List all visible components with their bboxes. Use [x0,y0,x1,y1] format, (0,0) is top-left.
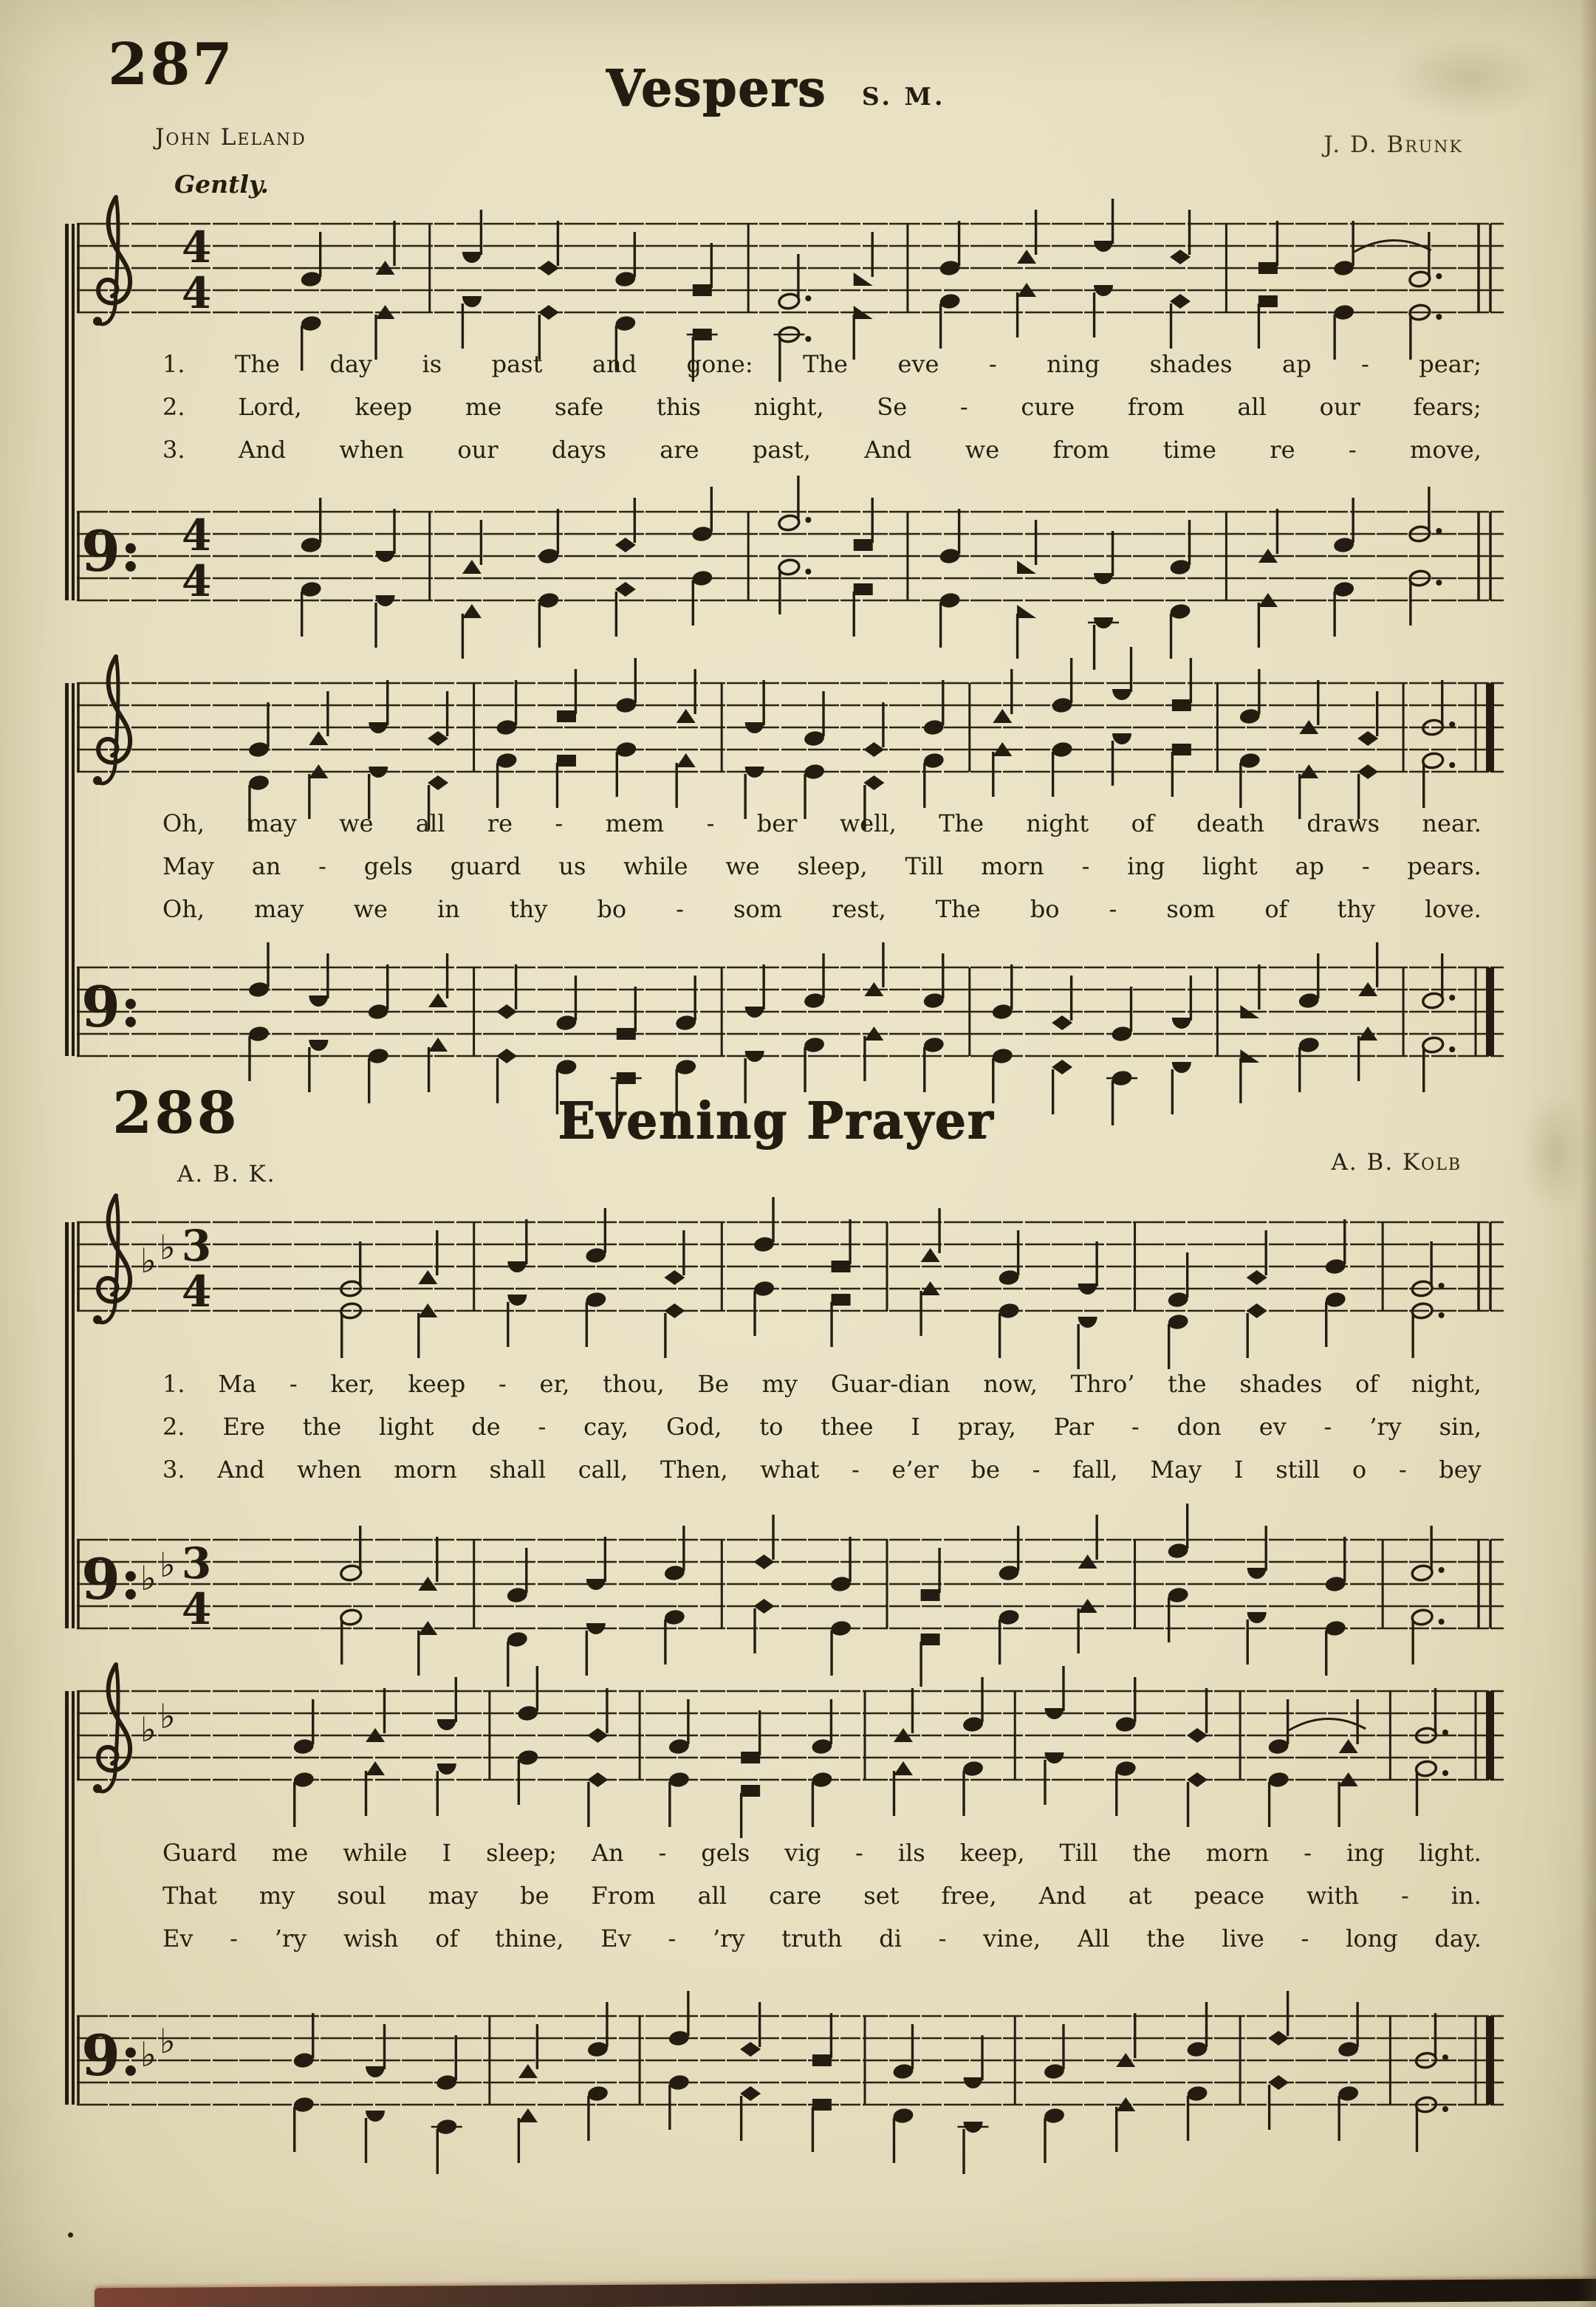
lyric-word: morn [1205,1839,1270,1867]
lyric-word: 1. [162,1370,185,1398]
lyric-word: thine, [495,1924,564,1953]
lyric-word: - [938,1924,947,1953]
lyric-line-verse1 [162,802,1482,845]
lyric-word: And [217,1456,265,1484]
lyric-word: are [660,436,699,464]
hymn-287-tempo-marking: Gently. [174,170,269,199]
lyric-word: cay, [583,1413,629,1441]
music-notes [340,1504,1444,1687]
hymn-288-composer: A. B. Kolb [1331,1149,1462,1176]
lyric-word: keep [408,1370,466,1398]
lyric-word: free, [941,1882,997,1910]
lyric-word: Then, [660,1456,728,1484]
lyric-word: - [988,350,997,378]
lyric-word: from [1052,436,1110,464]
lyric-word: - [1361,350,1369,378]
lyric-word: The [803,350,848,378]
lyric-word: And [238,436,287,464]
lyric-word: o [1352,1456,1367,1484]
lyric-word: 3. [162,436,185,464]
lyric-word: shall [489,1456,547,1484]
lyric-word: draws [1306,809,1380,837]
lyric-word: thee [821,1413,874,1441]
hymn-287-meter: S. M. [861,82,946,111]
lyric-word: time [1162,436,1216,464]
staff-lines [77,224,1504,312]
lyric-word: day. [1434,1924,1482,1953]
lyric-word: soul [337,1882,386,1910]
lyric-word: Lord, [238,393,302,421]
lyric-word: - [1301,1924,1309,1953]
lyric-word: while [623,852,688,880]
lyric-word: may [254,895,304,923]
time-signature [182,222,211,318]
lyric-word: of [1355,1370,1379,1398]
lyric-word: - [676,895,684,923]
svg-text:4: 4 [181,268,212,318]
lyric-word: The [235,350,280,378]
lyric-word: truth [781,1924,843,1953]
lyric-word: fears; [1413,393,1482,421]
bass-clef-icon: 9: [81,1546,141,1612]
lyrics-287-first-half [162,343,1482,471]
lyric-word: safe [554,393,604,421]
lyric-word: sin, [1439,1413,1482,1441]
lyric-word: May [1150,1456,1202,1484]
lyric-word: Ma [218,1370,257,1398]
lyric-word: morn [981,852,1044,880]
lyric-word: when [339,436,404,464]
lyric-word: pear; [1419,350,1482,378]
lyric-word: - [1032,1456,1041,1484]
lyrics-288-second-half [162,1831,1482,1960]
lyric-word: The [935,895,981,923]
lyric-word: All [1077,1924,1110,1953]
lyric-word: - [852,1456,860,1484]
lyric-word: an [251,852,281,880]
flat-sign: ♭ [140,1710,157,1749]
treble-staff-287-line1 [69,198,1510,346]
lyric-word: gone: [686,350,753,378]
bass-staff-288-line1 [69,1506,1510,1654]
lyric-word: - [1401,1882,1409,1910]
lyric-word: thou, [603,1370,665,1398]
lyric-word: 3. [162,1456,185,1484]
lyric-word: - [538,1413,547,1441]
lyric-word: sleep; [486,1839,557,1867]
lyric-word: is [422,350,442,378]
treble-staff-288-line1 [69,1196,1510,1344]
lyric-word: at [1128,1882,1152,1910]
lyric-line-verse3 [162,1448,1482,1491]
lyric-word: re [1270,436,1295,464]
bass-clef-icon: 9: [81,518,141,584]
lyric-word: set [863,1882,900,1910]
lyric-word: 2. [162,393,185,421]
lyric-word: my [258,1882,295,1910]
lyric-word: long [1346,1924,1398,1953]
lyric-word: - [1304,1839,1312,1867]
lyric-word: now, [983,1370,1038,1398]
lyric-word: live [1222,1924,1264,1953]
flat-sign: ♭ [160,1227,176,1267]
bass-staff-287-line2 [69,934,1510,1082]
time-signature [182,1221,211,1317]
hymn-287-author: John Leland [155,124,306,151]
lyric-word: near. [1422,809,1482,837]
lyric-word: of [1131,809,1154,837]
flat-sign: ♭ [140,2035,157,2074]
flat-sign: ♭ [140,1558,157,1598]
lyric-word: pears. [1407,852,1482,880]
svg-text:4: 4 [181,510,212,561]
bass-clef-icon: 9: [81,974,141,1040]
lyric-word: this [656,393,701,421]
staff-lines [77,1222,1504,1311]
music-system-288-line2 [65,1665,1511,2160]
lyric-word: we [339,809,374,837]
lyric-word: - [1398,1456,1407,1484]
hymn-287-title-row [0,59,1552,117]
lyric-word: ’ry [274,1924,307,1953]
lyric-word: Oh, [162,895,205,923]
lyric-word: I [1233,1456,1244,1484]
lyric-word: I [911,1413,921,1441]
lyric-word: may [247,809,297,837]
lyric-word: ’ry [1369,1413,1402,1441]
lyric-word: som [733,895,783,923]
lyric-word: the [302,1413,342,1441]
music-system-287-line2 [65,657,1511,1115]
lyric-word: mem [605,809,665,837]
bass-staff-288-line2 [69,1983,1510,2131]
hymn-288-number: 288 [112,1080,239,1147]
lyric-word: Till [905,852,944,880]
lyric-word: when [297,1456,362,1484]
lyric-word: And [1038,1882,1086,1910]
lyric-word: the [1132,1839,1171,1867]
lyric-word: shades [1239,1370,1323,1398]
staff-lines [77,967,1504,1056]
lyric-word: we [353,895,388,923]
lyric-word: day [329,350,372,378]
lyric-word: thy [509,895,548,923]
lyric-word: gels [363,852,413,880]
lyric-word: - [318,852,326,880]
treble-clef-icon [93,1196,130,1324]
svg-text:4: 4 [181,556,212,606]
flat-sign: ♭ [160,2021,176,2061]
svg-text:3: 3 [181,1221,212,1271]
lyric-word: death [1196,809,1264,837]
staff-lines [77,1691,1504,1780]
lyric-word: be [970,1456,1000,1484]
lyric-word: ning [1047,350,1100,378]
lyric-word: - [230,1924,238,1953]
lyric-word: er, [539,1370,570,1398]
lyric-word: re [487,809,513,837]
lyric-word: - [959,393,968,421]
lyric-word: - [1361,852,1370,880]
lyric-word: ap [1295,852,1325,880]
lyric-word: And [864,436,912,464]
treble-clef-icon [93,1665,130,1793]
lyric-word: Par [1053,1413,1095,1441]
lyric-word: care [769,1882,822,1910]
staff-lines [77,1540,1504,1628]
lyric-word: - [658,1839,667,1867]
lyric-word: - [668,1924,677,1953]
lyric-word: Guard [162,1839,238,1867]
lyrics-288-first-half [162,1362,1482,1491]
lyric-word: me [465,393,502,421]
lyric-word: Guar-dian [830,1370,951,1398]
lyric-word: move, [1410,436,1482,464]
lyric-word: The [939,809,984,837]
lyric-word: God, [665,1413,722,1441]
lyric-word: the [1146,1924,1185,1953]
bass-clef-icon: 9: [81,2023,141,2088]
staff-lines [77,2016,1504,2105]
lyric-word: Ev [162,1924,193,1953]
staff-lines [77,683,1504,772]
lyric-word: bey [1439,1456,1482,1484]
lyric-word: light. [1419,1839,1482,1867]
lyric-word: Ere [222,1413,265,1441]
lyric-word: ker, [330,1370,375,1398]
lyric-word: - [289,1370,298,1398]
lyric-word: vine, [983,1924,1041,1953]
lyric-word: of [1264,895,1288,923]
flat-sign: ♭ [140,1241,157,1281]
lyric-word: cure [1021,393,1075,421]
lyric-word: all [697,1882,727,1910]
lyric-word: guard [450,852,521,880]
lyric-word: Be [697,1370,729,1398]
lyric-word: love. [1425,895,1482,923]
lyric-word: what [760,1456,820,1484]
lyric-word: all [415,809,445,837]
lyric-word: Ev [600,1924,631,1953]
lyric-word: sleep, [797,852,868,880]
lyric-word: peace [1193,1882,1264,1910]
lyric-word: 1. [162,350,185,378]
lyric-word: rest, [832,895,886,923]
lyric-word: An [591,1839,624,1867]
flat-sign: ♭ [160,1696,176,1736]
lyric-word: keep [355,393,413,421]
lyric-word: 2. [162,1413,185,1441]
lyric-word: well, [839,809,897,837]
lyric-word: to [759,1413,784,1441]
staff-lines [77,512,1504,600]
lyric-word: may [428,1882,479,1910]
lyric-word: - [706,809,715,837]
lyric-word: de [471,1413,501,1441]
hymn-288-title: Evening Prayer [557,1090,995,1151]
treble-clef-icon [93,657,130,785]
bass-staff-287-line1 [69,479,1510,626]
svg-text:4: 4 [181,222,212,272]
lyric-word: som [1166,895,1216,923]
lyric-word: we [725,852,760,880]
lyric-word: wish [343,1924,399,1953]
lyric-word: Till [1059,1839,1098,1867]
lyric-line-verse2 [162,1874,1482,1917]
lyric-line-verse2 [162,385,1482,428]
lyric-word: May [162,852,214,880]
lyric-word: pray, [957,1413,1016,1441]
lyric-word: we [965,436,1000,464]
lyric-word: - [1348,436,1357,464]
page-bottom-edge [95,2279,1596,2307]
music-notes [300,476,1442,670]
svg-text:3: 3 [181,1538,212,1588]
lyric-word: and [592,350,637,378]
lyric-line-verse2 [162,1405,1482,1448]
hymn-287-title: Vespers [606,58,826,118]
lyric-word: our [457,436,499,464]
lyric-line-verse3 [162,1917,1482,1960]
lyric-word: thy [1337,895,1376,923]
lyric-word: I [442,1839,452,1867]
lyric-word: - [1081,852,1090,880]
lyric-word: be [520,1882,549,1910]
time-signature [182,1538,211,1634]
music-system-287-line1 [65,198,1511,656]
lyric-word: don [1177,1413,1222,1441]
lyric-word: ev [1258,1413,1287,1441]
flat-sign: ♭ [160,1545,176,1585]
lyric-word: ing [1346,1839,1385,1867]
lyric-word: bo [597,895,627,923]
lyric-word: shades [1149,350,1233,378]
lyric-word: light [379,1413,434,1441]
lyric-word: of [435,1924,459,1953]
lyric-word: fall, [1072,1456,1118,1484]
lyric-word: past [491,350,543,378]
svg-text:4: 4 [181,1266,212,1317]
lyric-word: e’er [891,1456,939,1484]
lyric-word: past, [752,436,811,464]
print-speck [68,2232,73,2238]
lyric-word: night [1026,809,1089,837]
treble-staff-288-line2 [69,1665,1510,1813]
lyric-word: the [1168,1370,1207,1398]
lyric-word: still [1275,1456,1321,1484]
lyric-word: our [1319,393,1360,421]
lyric-word: ber [756,809,798,837]
lyric-line-verse1 [162,1362,1482,1405]
lyric-word: vig [784,1839,821,1867]
lyric-word: me [271,1839,309,1867]
lyrics-287-second-half [162,802,1482,930]
lyric-word: ing [1127,852,1165,880]
lyric-line-verse1 [162,343,1482,385]
svg-text:4: 4 [181,1584,212,1634]
lyric-word: di [879,1924,902,1953]
lyric-word: night, [1411,1370,1482,1398]
lyric-word: light [1202,852,1258,880]
treble-staff-287-line2 [69,657,1510,805]
lyric-word: all [1237,393,1267,421]
lyric-word: ’ry [712,1924,745,1953]
lyric-word: days [551,436,606,464]
lyric-word: - [1109,895,1117,923]
lyric-word: keep, [959,1839,1025,1867]
lyric-word: morn [394,1456,457,1484]
lyric-line-verse1 [162,1831,1482,1874]
hymn-288-title-row [0,1091,1552,1149]
lyric-word: Oh, [162,809,205,837]
hymn-287-composer: J. D. Brunk [1323,131,1463,158]
lyric-line-verse3 [162,888,1482,930]
lyric-word: gels [701,1839,750,1867]
lyric-word: call, [578,1456,629,1484]
treble-clef-icon [93,197,130,326]
lyric-word: us [558,852,586,880]
hymn-288-author-initials: A. B. K. [177,1161,276,1187]
lyric-word: - [555,809,564,837]
lyric-word: Thro’ [1070,1370,1135,1398]
time-signature [182,510,211,606]
lyric-word: eve [897,350,939,378]
lyric-word: - [498,1370,507,1398]
lyric-word: bo [1030,895,1060,923]
lyric-line-verse2 [162,845,1482,888]
hymn-287-number: 287 [108,31,235,98]
lyric-word: - [855,1839,863,1867]
lyric-word: while [343,1839,408,1867]
lyric-word: ap [1281,350,1312,378]
lyric-word: ils [897,1839,925,1867]
lyric-word: That [162,1882,217,1910]
lyric-word: night, [753,393,824,421]
lyric-word: From [591,1882,656,1910]
lyric-word: Se [877,393,908,421]
lyric-word: with [1306,1882,1360,1910]
lyric-word: my [761,1370,798,1398]
music-system-288-line1 [65,1196,1511,1684]
lyric-word: from [1127,393,1185,421]
lyric-word: - [1323,1413,1332,1441]
lyric-word: in [436,895,460,923]
lyric-word: in. [1451,1882,1482,1910]
lyric-line-verse3 [162,428,1482,471]
lyric-word: - [1131,1413,1140,1441]
